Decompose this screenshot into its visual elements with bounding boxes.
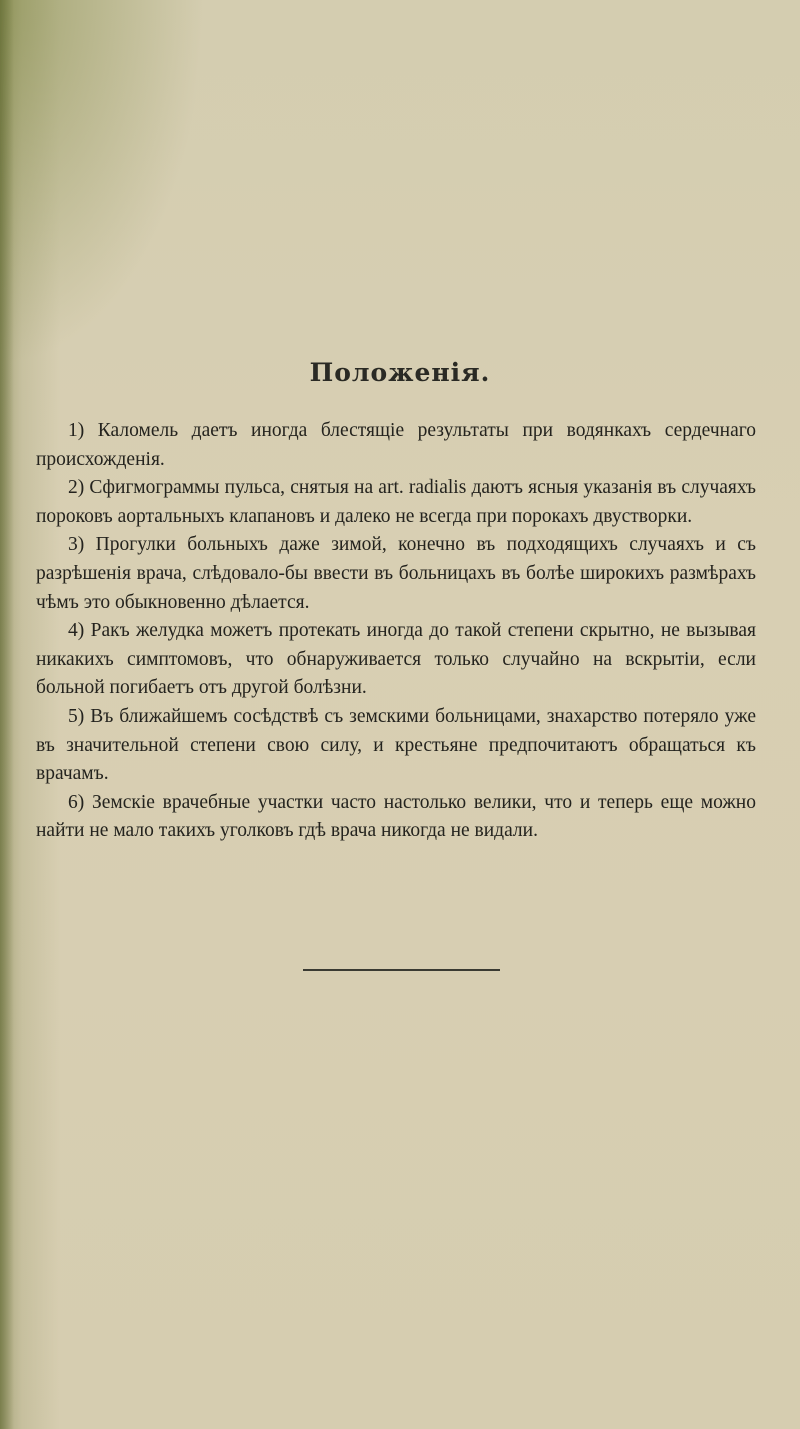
- thesis-1: 1) Каломель даетъ иногда блестящіе результаты при водянкахъ сердечнаго происхожденія.: [36, 420, 756, 470]
- thesis-6: 6) Земскіе врачебные участки часто настолько велики, что и теперь еще можно найти не мало такихъ уголковъ гдѣ врача никогда не видали.: [36, 791, 756, 842]
- page-title: Положенія.: [309, 358, 491, 387]
- thesis-2: 2) Сфигмограммы пульса, снятыя на art. radialis даютъ ясныя указанія въ случаяхъ пороковъ аортальныхъ клапановъ и далеко не всегда при порокахъ двустворки.: [36, 477, 756, 527]
- page-edge-shadow: [0, 0, 14, 1429]
- thesis-3: 3) Прогулки больныхъ даже зимой, конечно въ подходящихъ случаяхъ и съ разрѣшенія врача, слѣдовало-бы ввести въ больницахъ въ болѣе широкихъ размѣрахъ чѣмъ это обыкновенно дѣлается.: [36, 534, 756, 613]
- theses-list: [36, 417, 756, 846]
- thesis-5: 5) Въ ближайшемъ сосѣдствѣ съ земскими больницами, знахарство потеряло уже въ значительной степени свою силу, и крестьяне предпочитаютъ обращаться къ врачамъ.: [36, 705, 756, 785]
- thesis-4: 4) Ракъ желудка можетъ протекать иногда до такой степени скрытно, не вызывая никакихъ симптомовъ, что обнаруживается только случайно на вскрытіи, если больной погибаетъ отъ другой болѣзни.: [36, 620, 756, 699]
- end-divider: [303, 969, 500, 971]
